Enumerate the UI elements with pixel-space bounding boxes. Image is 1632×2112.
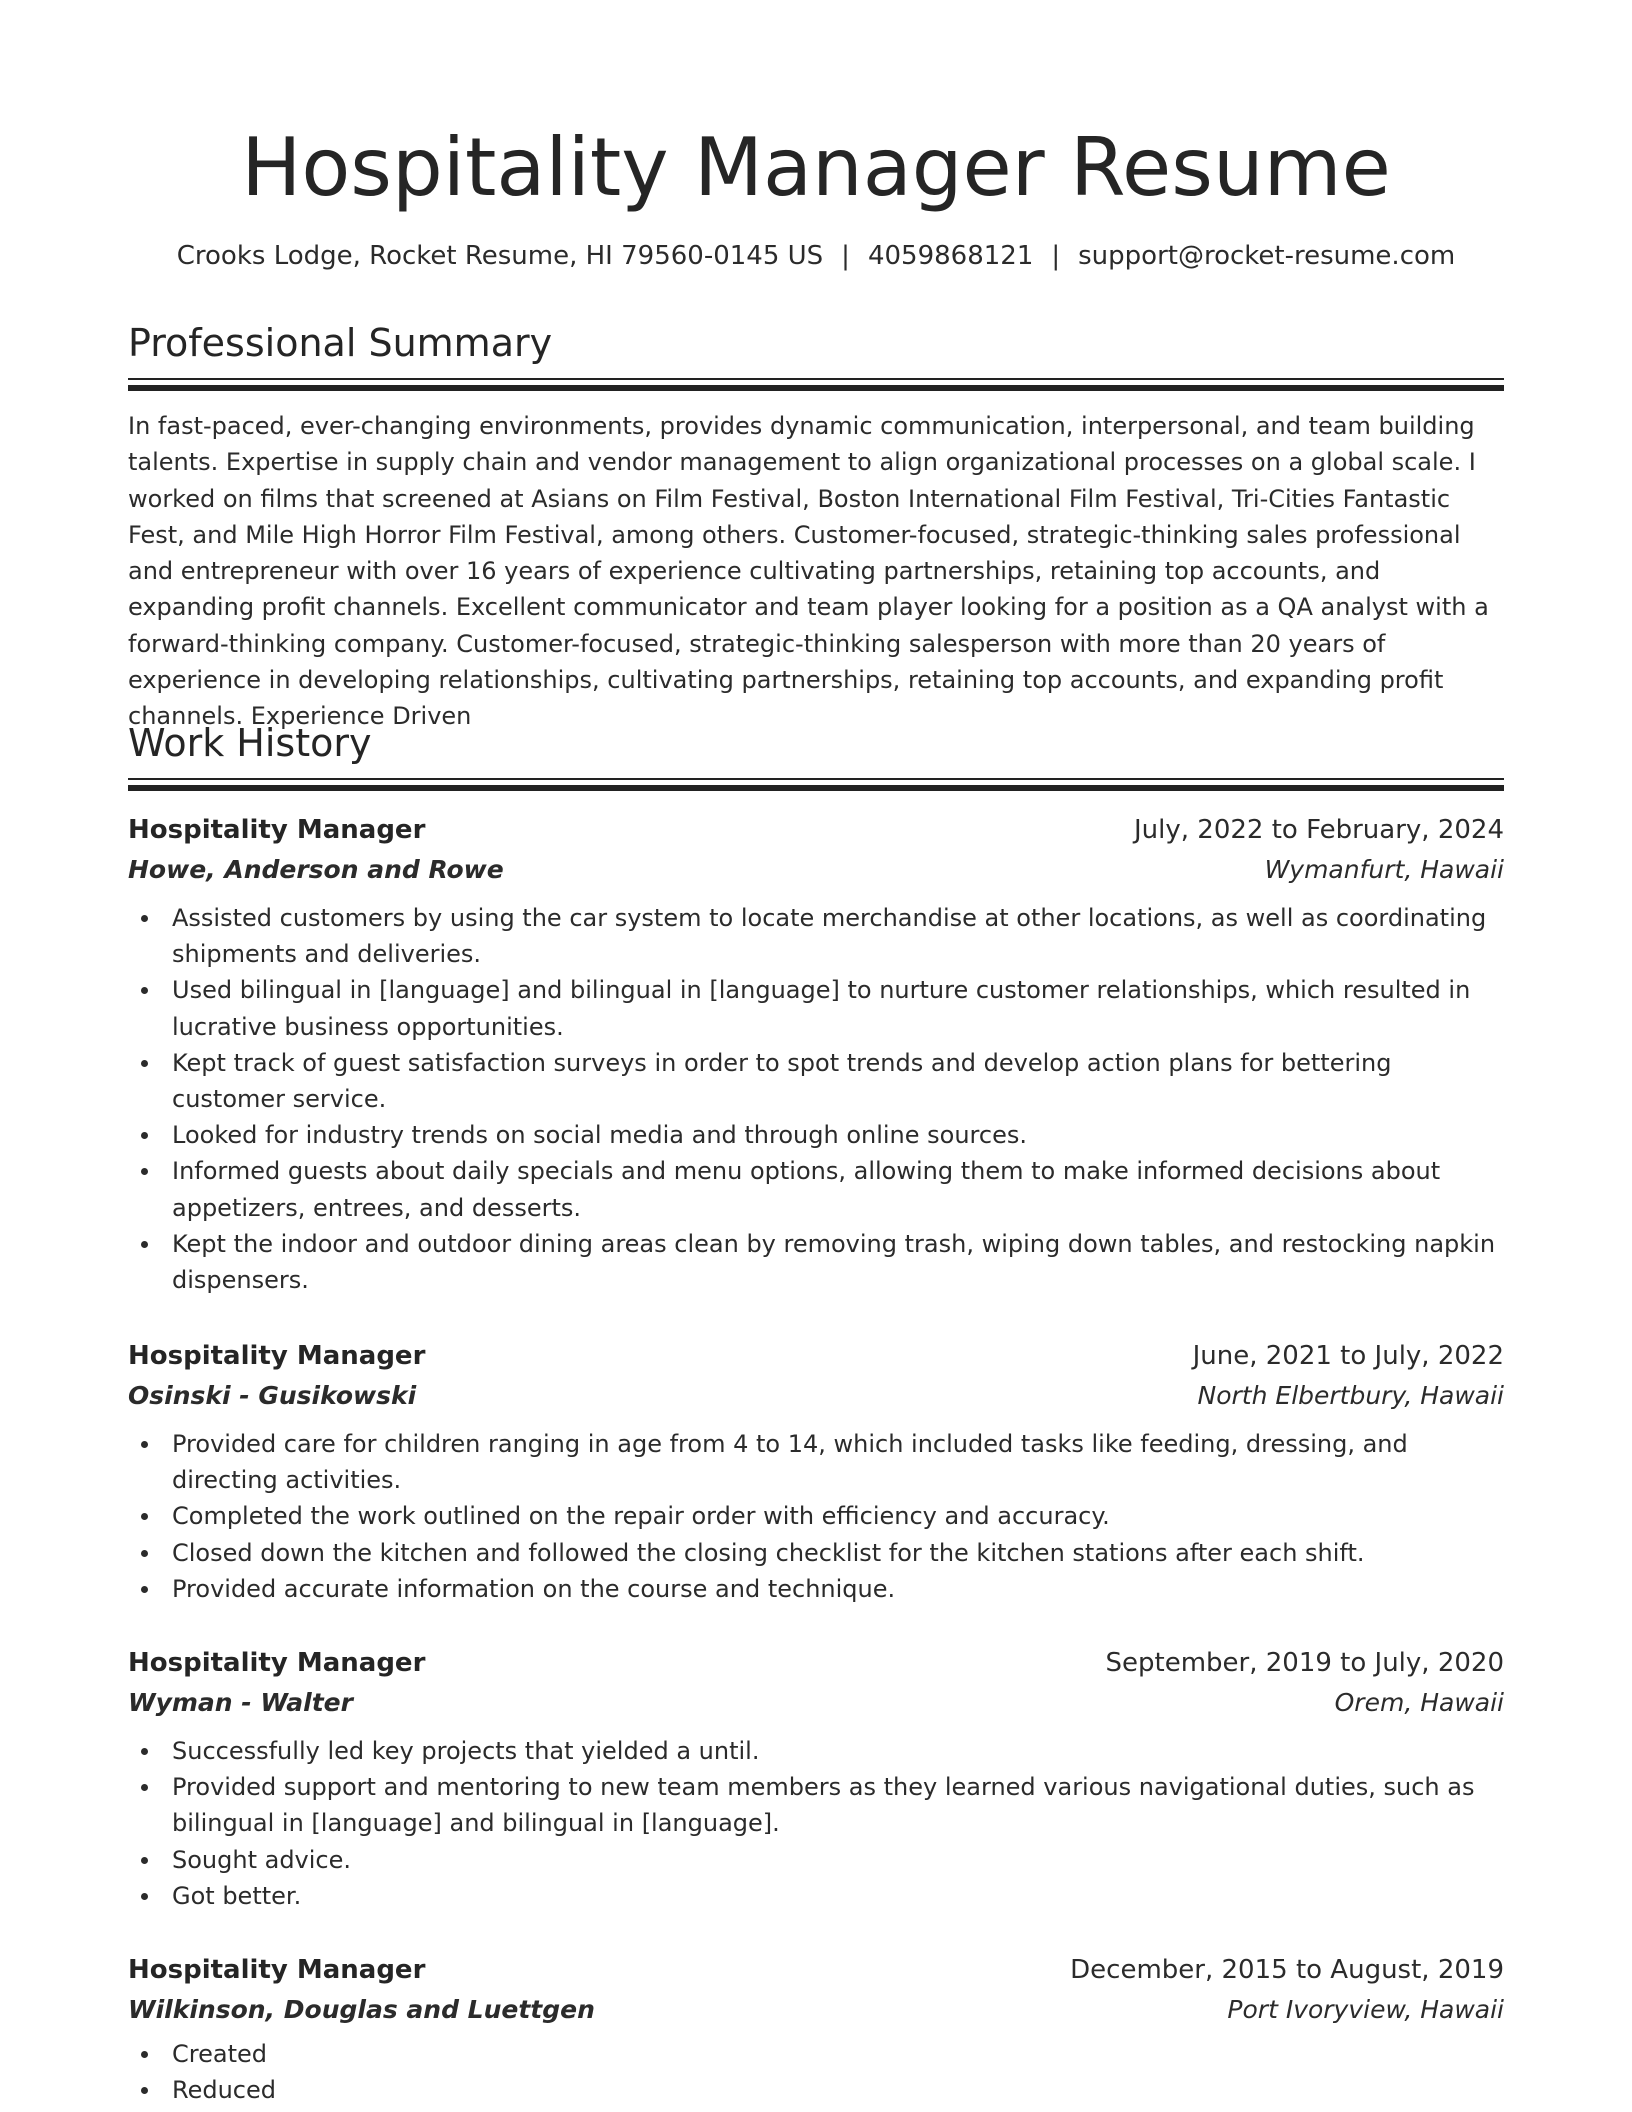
job-bullet-list: [128, 900, 1504, 1298]
job-title: Hospitality Manager: [128, 1955, 426, 1985]
job-company-row: [128, 1990, 1504, 2030]
job-bullet: Provided care for children ranging in age from 4 to 14, which included tasks like feeding, dressing, and directing activities.: [172, 1426, 1504, 1498]
job-entry: [128, 1950, 1504, 2108]
job-bullet: Provided support and mentoring to new team members as they learned various navigational duties, such as bilingual in [language] and bilingual in [language].: [172, 1769, 1504, 1841]
job-dates: December, 2015 to August, 2019: [1070, 1955, 1504, 1985]
job-bullet: Sought advice.: [172, 1842, 1504, 1878]
job-company-row: [128, 850, 1504, 890]
job-location: North Elbertbury, Hawaii: [1197, 1381, 1504, 1410]
job-entry: [128, 1336, 1504, 1607]
job-bullet: Informed guests about daily specials and menu options, allowing them to make informed decisions about appetizers, entrees, and desserts.: [172, 1153, 1504, 1225]
job-title: Hospitality Manager: [128, 1341, 426, 1371]
job-bullet: Kept the indoor and outdoor dining areas clean by removing trash, wiping down tables, and restocking napkin dispensers.: [172, 1226, 1504, 1298]
job-bullet-list: [128, 1733, 1504, 1914]
job-entry: [128, 1643, 1504, 1914]
summary-heading: Professional Summary: [128, 321, 553, 365]
job-company: Wilkinson, Douglas and Luettgen: [128, 1995, 595, 2024]
job-bullet-list: [128, 1426, 1504, 1607]
job-dates: June, 2021 to July, 2022: [1192, 1341, 1504, 1371]
job-bullet: Got better.: [172, 1878, 1504, 1914]
summary-divider: [128, 378, 1504, 391]
job-header-row: [128, 810, 1504, 850]
job-bullet: Closed down the kitchen and followed the closing checklist for the kitchen stations after each shift.: [172, 1535, 1504, 1571]
job-entry: [128, 810, 1504, 1298]
job-bullet: Looked for industry trends on social media and through online sources.: [172, 1117, 1504, 1153]
job-company: Osinski - Gusikowski: [128, 1381, 417, 1410]
job-location: Orem, Hawaii: [1334, 1688, 1504, 1717]
job-company: Wyman - Walter: [128, 1688, 353, 1717]
contact-address: Crooks Lodge, Rocket Resume, HI 79560-0145 US: [176, 241, 824, 271]
summary-text: In fast-paced, ever-changing environments, provides dynamic communication, interpersonal, and team building talents. Expertise in supply chain and vendor management to align organizational processes on a global scale. I worked on films that screened at Asians on Film Festival, Boston International Film Festival, Tri-Cities Fantastic Fest, and Mile High Horror Film Festival, among others. Customer-focused, strategic-thinking sales professional and entrepreneur with over 16 years of experience cultivating partnerships, retaining top accounts, and expanding profit channels. Excellent communicator and team player looking for a position as a QA analyst with a forward-thinking company. Customer-focused, strategic-thinking salesperson with more than 20 years of experience in developing relationships, cultivating partnerships, retaining top accounts, and expanding profit channels. Experience Driven: [128, 412, 1489, 731]
work-history-heading: Work History: [128, 721, 372, 765]
job-header-row: [128, 1950, 1504, 1990]
job-bullet: Kept track of guest satisfaction surveys in order to spot trends and develop action plans for bettering customer service.: [172, 1045, 1504, 1117]
contact-email: support@rocket-resume.com: [1078, 241, 1456, 271]
contact-line: [128, 238, 1504, 274]
job-bullet: Used bilingual in [language] and bilingual in [language] to nurture customer relationships, which resulted in lucrative business opportunities.: [172, 972, 1504, 1044]
job-bullet: Assisted customers by using the car system to locate merchandise at other locations, as well as coordinating shipments and deliveries.: [172, 900, 1504, 972]
contact-separator: |: [841, 241, 850, 271]
job-company-row: [128, 1376, 1504, 1416]
job-location: Wymanfurt, Hawaii: [1264, 855, 1504, 884]
job-header-row: [128, 1643, 1504, 1683]
resume-title: Hospitality Manager Resume: [241, 121, 1391, 214]
job-title: Hospitality Manager: [128, 815, 426, 845]
job-bullet: Successfully led key projects that yielded a until.: [172, 1733, 1504, 1769]
work-history-divider: [128, 778, 1504, 791]
job-dates: September, 2019 to July, 2020: [1105, 1648, 1504, 1678]
job-bullet: Completed the work outlined on the repair order with efficiency and accuracy.: [172, 1498, 1504, 1534]
job-company: Howe, Anderson and Rowe: [128, 855, 504, 884]
job-bullet: Reduced: [172, 2072, 1504, 2108]
job-bullet: Created: [172, 2036, 1504, 2072]
job-header-row: [128, 1336, 1504, 1376]
job-bullet-list: [128, 2036, 1504, 2108]
contact-separator: |: [1051, 241, 1061, 271]
job-company-row: [128, 1683, 1504, 1723]
job-dates: July, 2022 to February, 2024: [1134, 815, 1504, 845]
job-bullet: Provided accurate information on the course and technique.: [172, 1571, 1504, 1607]
contact-phone: 4059868121: [867, 241, 1034, 271]
job-location: Port Ivoryview, Hawaii: [1227, 1995, 1504, 2024]
job-title: Hospitality Manager: [128, 1648, 426, 1678]
